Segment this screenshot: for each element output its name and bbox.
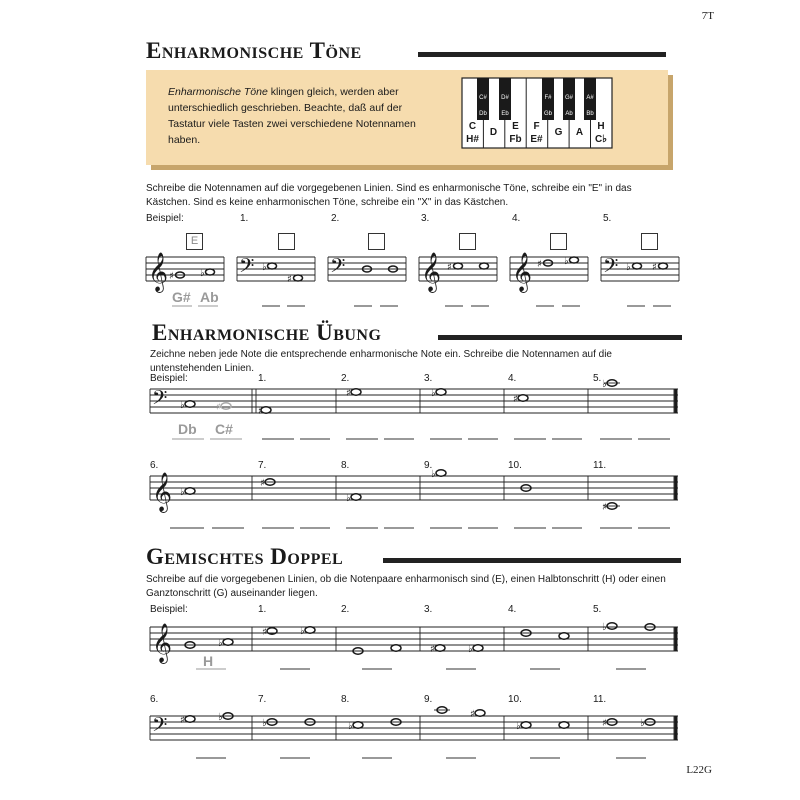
section2-number-2: 2. <box>341 373 350 384</box>
bass-clef-icon: 𝄢 <box>330 254 346 282</box>
svg-text:♯: ♯ <box>180 715 185 726</box>
bass-clef-icon: 𝄢 <box>603 254 619 282</box>
section3-example-label: Beispiel: <box>150 604 188 615</box>
black-key-5: A# Bb <box>586 95 594 117</box>
treble-clef-icon: 𝄞 <box>152 623 173 663</box>
black-key-3: F# Gb <box>543 95 552 117</box>
section3-title: Gemischtes Doppel <box>146 544 344 569</box>
example-name-1: G# <box>172 289 191 305</box>
treble-clef-icon: 𝄞 <box>512 252 533 292</box>
svg-text:♭: ♭ <box>300 626 305 637</box>
svg-text:♯: ♯ <box>602 718 607 729</box>
black-key-1: C# Db <box>479 95 487 117</box>
treble-clef-icon: 𝄞 <box>421 252 442 292</box>
intro-text: Enharmonische Töne klingen gleich, werden aber unterschiedlich geschrieben. Beachte, daß auf der Tastatur viele Tasten zwei verschiedene Notennamen haben. <box>168 86 416 146</box>
sharp-icon: ♯ <box>287 274 292 285</box>
section1-instruction: Schreibe die Notennamen auf die vorgegebenen Linien. Sind es enharmonische Töne, schreibe ein "E" in das Kästchen. Sind es keine enharmonischen Töne, schreibe ein "X" in das Kästchen. <box>146 183 632 208</box>
bass-clef-icon: 𝄢 <box>152 713 168 741</box>
white-key-5: G <box>554 127 563 138</box>
example-name-2: Ab <box>200 289 219 305</box>
bass-clef-icon: 𝄢 <box>239 254 255 282</box>
svg-text:♭: ♭ <box>640 718 645 729</box>
section1-number-1: 1. <box>240 213 249 224</box>
section2-number-9: 9. <box>424 460 433 471</box>
svg-text:♯: ♯ <box>258 406 263 417</box>
svg-text:♯: ♯ <box>260 478 265 489</box>
section3-number-3: 3. <box>424 604 433 615</box>
section2-number-7: 7. <box>258 460 267 471</box>
svg-text:♭: ♭ <box>516 721 521 732</box>
black-key-2: D# Eb <box>501 95 509 117</box>
section3-number-9: 9. <box>424 694 433 705</box>
white-key-4: F E# <box>530 121 543 145</box>
example-answer-box: E <box>186 233 203 250</box>
svg-text:♯: ♯ <box>262 627 267 638</box>
section1-number-4: 4. <box>512 213 521 224</box>
section3-number-4: 4. <box>508 604 517 615</box>
svg-text:♯: ♯ <box>602 502 607 513</box>
svg-text:♯: ♯ <box>470 709 475 720</box>
svg-text:♭: ♭ <box>218 638 223 649</box>
section3-number-1: 1. <box>258 604 267 615</box>
svg-text:♭: ♭ <box>468 644 473 655</box>
svg-text:♯: ♯ <box>513 394 518 405</box>
white-key-2: D <box>489 127 498 138</box>
section2-example-name-1: Db <box>178 421 197 437</box>
svg-text:♯: ♯ <box>346 388 351 399</box>
svg-text:♭: ♭ <box>180 487 185 498</box>
section2-example-label: Beispiel: <box>150 373 188 384</box>
white-key-6: A <box>575 127 584 138</box>
section3-number-8: 8. <box>341 694 350 705</box>
section3-instruction: Schreibe auf die vorgegebenen Linien, ob die Notenpaare enharmonisch sind (E), einen Halbtonschritt (H) oder einen Ganztonschritt (G) auseinander liegen. <box>146 574 666 599</box>
flat-icon: ♭ <box>262 262 267 273</box>
section3-number-11: 11. <box>593 694 607 705</box>
section2-number-3: 3. <box>424 373 433 384</box>
white-key-7: H C♭ <box>595 121 607 145</box>
white-key-3: E Fb <box>509 121 522 145</box>
section3-example-answer: H <box>203 653 214 669</box>
svg-text:♭: ♭ <box>180 400 185 411</box>
sharp-icon: ♯ <box>537 259 542 270</box>
svg-text:♭: ♭ <box>348 721 353 732</box>
svg-text:♭: ♭ <box>431 469 436 480</box>
flat-icon: ♭ <box>626 262 631 273</box>
section3-number-7: 7. <box>258 694 267 705</box>
section2-title: Enharmonische Übung <box>152 320 382 345</box>
black-key-4: G# Ab <box>564 95 573 117</box>
sharp-icon: ♯ <box>447 262 452 273</box>
sharp-icon: ♯ <box>652 262 657 273</box>
section2-number-11: 11. <box>593 460 607 471</box>
white-key-1: C H# <box>466 121 479 145</box>
section2-instruction: Zeichne neben jede Note die entsprechende enharmonische Note ein. Schreibe die Notennamen auf die untenstehenden Linien. <box>150 349 612 374</box>
section2-number-10: 10. <box>508 460 522 471</box>
bass-clef-icon: 𝄢 <box>152 386 168 414</box>
section1-title: Enharmonische Töne <box>146 38 362 63</box>
svg-text:♭: ♭ <box>262 718 267 729</box>
section3-number-2: 2. <box>341 604 350 615</box>
treble-clef-icon: 𝄞 <box>148 252 169 292</box>
sharp-icon: ♯ <box>169 271 174 282</box>
svg-text:♭: ♭ <box>346 493 351 504</box>
section1-number-3: 3. <box>421 213 430 224</box>
svg-text:♭: ♭ <box>218 712 223 723</box>
flat-icon: ♭ <box>200 268 205 279</box>
section2-number-5: 5. <box>593 373 602 384</box>
section1-number-2: 2. <box>331 213 340 224</box>
svg-text:♭: ♭ <box>431 388 436 399</box>
section2-example-name-2: C# <box>215 421 233 437</box>
section3-number-5: 5. <box>593 604 602 615</box>
section3-number-10: 10. <box>508 694 522 705</box>
section2-number-6: 6. <box>150 460 159 471</box>
svg-text:♭: ♭ <box>602 379 607 390</box>
footer-code: L22G <box>686 764 712 776</box>
page-number: 7T <box>701 10 714 22</box>
section2-number-1: 1. <box>258 373 267 384</box>
section3-number-6: 6. <box>150 694 159 705</box>
treble-clef-icon: 𝄞 <box>152 472 173 512</box>
flat-icon: ♭ <box>564 256 569 267</box>
section2-number-4: 4. <box>508 373 517 384</box>
svg-text:♭: ♭ <box>602 622 607 633</box>
svg-text:♯: ♯ <box>430 644 435 655</box>
section1-example-label: Beispiel: <box>146 213 184 224</box>
section1-number-5: 5. <box>603 213 612 224</box>
svg-text:♯: ♯ <box>216 402 221 413</box>
section2-number-8: 8. <box>341 460 350 471</box>
